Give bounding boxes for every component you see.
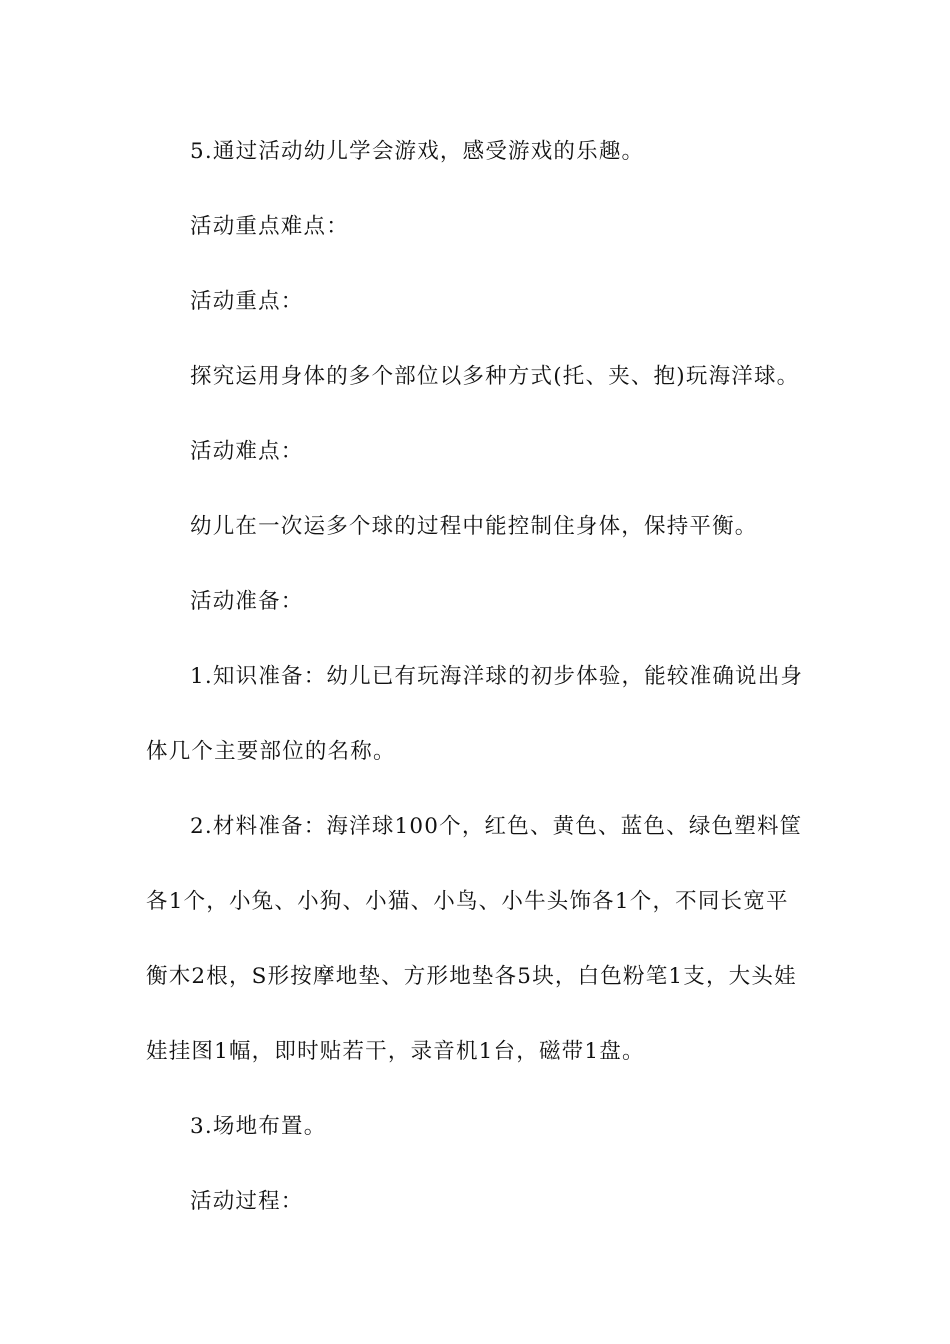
subheading-key-points: 活动重点： [190,289,304,314]
goal-item-5: 5.通过活动幼儿学会游戏，感受游戏的乐趣。 [190,139,645,164]
material-preparation-line-4: 娃挂图1幅，即时贴若干，录音机1台，磁带1盘。 [146,1039,645,1064]
material-preparation-line-3: 衡木2根，S形按摩地垫、方形地垫各5块，白色粉笔1支，大头娃 [146,964,797,989]
material-preparation-line-1: 2.材料准备：海洋球100个，红色、黄色、蓝色、绿色塑料筐 [190,814,803,839]
material-preparation-line-2: 各1个，小兔、小狗、小猫、小鸟、小牛头饰各1个，不同长宽平 [146,889,789,914]
knowledge-preparation-line-1: 1.知识准备：幼儿已有玩海洋球的初步体验，能较准确说出身 [190,664,804,689]
knowledge-preparation-line-2: 体几个主要部位的名称。 [146,739,396,764]
section-heading-activity-process: 活动过程： [190,1189,304,1214]
venue-arrangement: 3.场地布置。 [190,1114,327,1139]
section-heading-key-difficult-points: 活动重点难点： [190,214,349,239]
key-points-text: 探究运用身体的多个部位以多种方式(托、夹、抱)玩海洋球。 [190,364,800,389]
subheading-difficult-points: 活动难点： [190,439,304,464]
section-heading-preparation: 活动准备： [190,589,304,614]
difficult-points-text: 幼儿在一次运多个球的过程中能控制住身体，保持平衡。 [190,514,758,539]
